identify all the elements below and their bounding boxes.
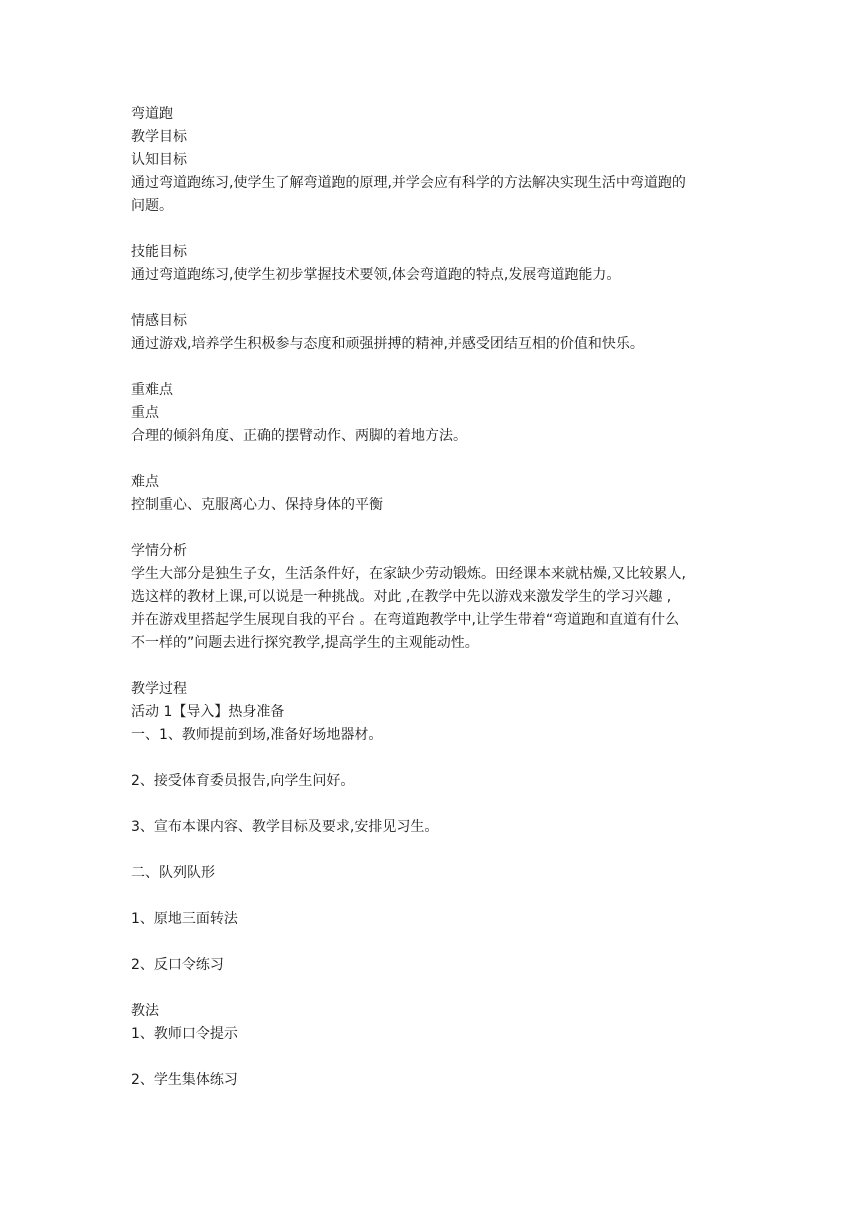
document-title: 弯道跑: [131, 106, 173, 122]
analysis-line-1: 学生大部分是独生子女，生活条件好，在家缺少劳动锻炼。田经课本来就枯燥,又比较累人,: [131, 566, 686, 582]
difficult-point-heading: 难点: [131, 474, 159, 490]
key-difficult-heading: 重难点: [131, 382, 173, 398]
method-1: 1、教师口令提示: [131, 1026, 238, 1042]
analysis-line-4: 不一样的”问题去进行探究教学,提高学生的主观能动性。: [131, 635, 479, 651]
paragraph-gap: [131, 218, 731, 241]
step-3: 3、宣布本课内容、教学目标及要求,安排见习生。: [131, 819, 439, 835]
analysis-heading: 学情分析: [131, 543, 187, 559]
method-heading: 教法: [131, 1003, 159, 1019]
emotion-goal-heading: 情感目标: [131, 313, 187, 329]
paragraph-gap: [131, 931, 731, 954]
skill-goal-text: 通过弯道跑练习,使学生初步掌握技术要领,体会弯道跑的特点,发展弯道跑能力。: [131, 267, 621, 283]
document-page: [131, 103, 731, 1092]
paragraph-gap: [131, 977, 731, 1000]
paragraph-gap: [131, 1046, 731, 1069]
paragraph-gap: [131, 287, 731, 310]
cognitive-goal-line-2: 问题。: [131, 198, 173, 214]
teaching-goals-heading: 教学目标: [131, 129, 187, 145]
step-2: 2、接受体育委员报告,向学生问好。: [131, 773, 355, 789]
activity-heading: 活动 1【导入】热身准备: [131, 704, 285, 720]
emotion-goal-text: 通过游戏,培养学生积极参与态度和顽强拼搏的精神,并感受团结互相的价值和快乐。: [131, 336, 644, 352]
method-2: 2、学生集体练习: [131, 1072, 238, 1088]
section-2-heading: 二、队列队形: [131, 865, 215, 881]
paragraph-gap: [131, 655, 731, 678]
drill-1: 1、原地三面转法: [131, 911, 238, 927]
difficult-point-text: 控制重心、克服离心力、保持身体的平衡: [131, 497, 383, 513]
skill-goal-heading: 技能目标: [131, 244, 187, 260]
analysis-line-2: 选这样的教材上课,可以说是一种挑战。对此 ,在教学中先以游戏来激发学生的学习兴趣 ,: [131, 589, 672, 605]
paragraph-gap: [131, 356, 731, 379]
paragraph-gap: [131, 793, 731, 816]
key-point-text: 合理的倾斜角度、正确的摆臂动作、两脚的着地方法。: [131, 428, 467, 444]
cognitive-goal-heading: 认知目标: [131, 152, 187, 168]
process-heading: 教学过程: [131, 681, 187, 697]
drill-2: 2、反口令练习: [131, 957, 224, 973]
paragraph-gap: [131, 747, 731, 770]
step-1: 一、1、教师提前到场,准备好场地器材。: [131, 727, 383, 743]
paragraph-gap: [131, 448, 731, 471]
paragraph-gap: [131, 517, 731, 540]
key-point-heading: 重点: [131, 405, 159, 421]
paragraph-gap: [131, 885, 731, 908]
cognitive-goal-line-1: 通过弯道跑练习,使学生了解弯道跑的原理,并学会应有科学的方法解决实现生活中弯道跑的: [131, 175, 686, 191]
analysis-line-3: 并在游戏里搭起学生展现自我的平台 。在弯道跑教学中,让学生带着“弯道跑和直道有什么: [131, 612, 680, 628]
paragraph-gap: [131, 839, 731, 862]
